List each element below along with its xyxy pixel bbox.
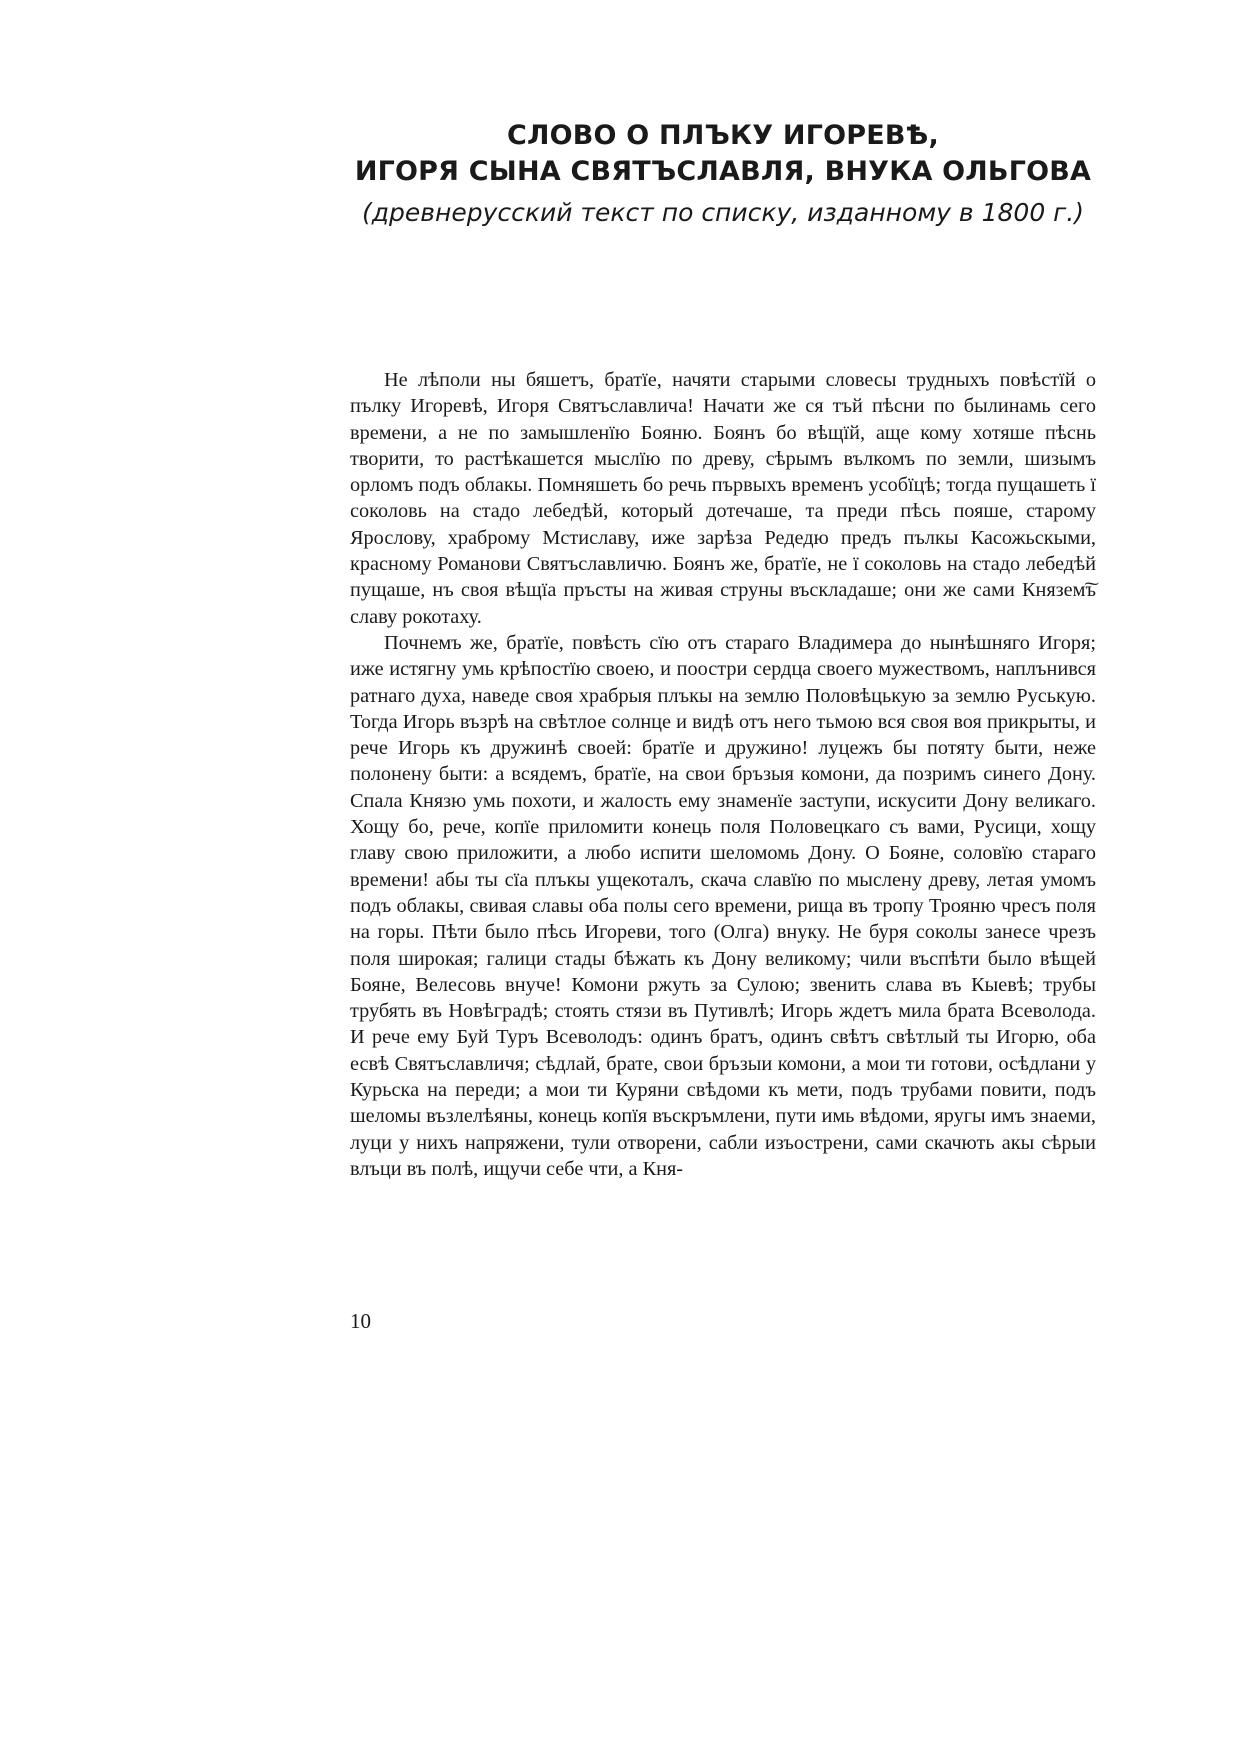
paragraph-2: Почнемъ же, братїе, повѣсть сїю отъ стараго Владимера до нынѣшняго Игоря; иже истягну умь крѣпостїю своею, и поостри сердца своего мужествомъ, наплънився ратнаго духа, наведе своя храбрыя плъкы на землю Половѣцькую за землю Руськую. Тогда Игорь възрѣ на свѣтлое солнце и видѣ отъ него тьмою вся своя воя прикрыты, и рече Игорь къ дружинѣ своей: братїе и дружино! луцежъ бы потяту быти, неже полонену быти: а всядемъ, братїе, на свои бръзыя комони, да позримъ синего Дону. Спала Князю умь похоти, и жалость ему знаменїе заступи, искусити Дону великаго. Хощу бо, рече, копїе приломити конець поля Половецкаго съ вами, Русици, хощу главу свою приложити, а любо испити шеломомь Дону. О Бояне, соловїю стараго времени! абы ты сїа плъкы ущекоталъ, скача славїю по мыслену древу, летая умомъ подъ облакы, свивая славы оба полы сего времени, рища въ тропу Трояню чресъ поля на горы. Пѣти было пѣсь Игореви, того (Олга) внуку. Не буря соколы занесе чрезъ поля широкая; галици стады бѣжать къ Дону великому; чили въспѣти было вѣщей Бояне, Велесовь внуче! Комони ржуть за Сулою; звенить слава въ Кыевѣ; трубы трубять въ Новѣградѣ; стоять стязи въ Путивлѣ; Игорь ждетъ мила брата Всеволода. И рече ему Буй Туръ Всеволодъ: одинъ братъ, одинъ свѣтъ свѣтлый ты Игорю, оба есвѣ Святъславличя; сѣдлай, брате, свои бръзыи комони, а мои ти готови, осѣдлани у Курьска на переди; а мои ти Куряни свѣдоми къ мети, подъ трубами повити, подъ шеломы възлелѣяны, конець копїя въскръмлени, пути имь вѣдоми, яругы имъ знаеми, луци у нихъ напряжени, тули отворени, сабли изъострени, сами скачють акы сѣрыи влъци въ полѣ, ищучи себе чти, а Кня- [350, 631, 1096, 1180]
page-number: 10 [350, 1309, 371, 1333]
title-line-2: ИГОРЯ СЫНА СВЯТЪСЛАВЛЯ, ВНУКА ОЛЬГОВА [354, 156, 1092, 187]
subtitle: (древнерусский текст по списку, изданному в 1800 г.) [361, 198, 1085, 227]
paragraph-1: Не лѣполи ны бяшетъ, братїе, начяти старыми словесы трудныхъ повѣстїй о пълку Игоревѣ, Игоря Святъславлича! Начати же ся тъй пѣсни по былинамь сего времени, а не по замышленїю Бояню. Боянъ бо вѣщїй, аще кому хотяше пѣснь творити, то растѣкашется мыслїю по древу, сѣрымъ вълкомъ по земли, шизымъ орломъ подъ облакы. Помняшеть бо речь първыхъ временъ усобїцѣ; тогда пущашеть ї соколовь на стадо лебедѣй, который дотечаше, та преди пѣсь пояше, старому Ярослову, храброму Мстиславу, иже зарѣза Редедю предъ пълкы Касожьскыми, красному Романови Святъславличю. Боянъ же, братїе, не ї соколовь на стадо лебедѣй пущаше, нъ своя вѣщїа пръсты на живая струны въскладаше; они же сами Князем͠ъ славу рокотаху. [350, 369, 1096, 628]
title-block [350, 118, 1096, 230]
title-line-1: СЛОВО О ПЛЪКУ ИГОРЕВѢ, [506, 120, 940, 151]
body-text [350, 367, 1096, 1182]
